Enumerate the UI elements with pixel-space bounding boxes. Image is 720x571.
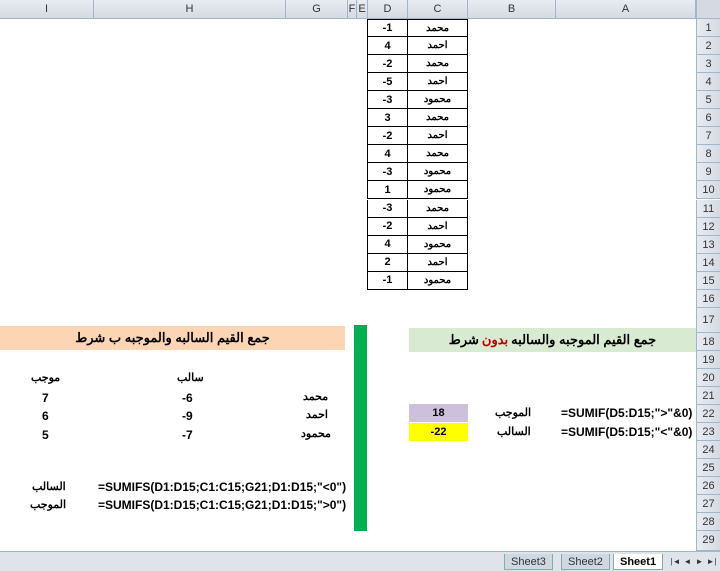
row-header[interactable]: 28 (696, 513, 720, 531)
select-all-corner[interactable] (696, 0, 720, 19)
positive-value-2: 6 (42, 409, 49, 423)
name-row-2: احمد (306, 409, 328, 421)
table-cell-d[interactable]: 3 (367, 109, 408, 127)
column-header-a[interactable]: A (556, 0, 696, 19)
row-header[interactable]: 4 (696, 73, 720, 91)
row-header[interactable]: 6 (696, 109, 720, 127)
table-cell-d[interactable]: 4 (367, 145, 408, 163)
column-header-d[interactable]: D (368, 0, 408, 19)
row-header[interactable]: 3 (696, 55, 720, 73)
table-cell-c[interactable]: محمود (408, 181, 468, 199)
row-header[interactable]: 16 (696, 290, 720, 308)
table-cell-d[interactable]: -2 (367, 127, 408, 145)
table-cell-d[interactable]: 2 (367, 254, 408, 272)
sumifs-positive-formula: =SUMIFS(D1:D15;C1:C15;G21;D1:D15;">0") (98, 498, 347, 512)
column-header-g[interactable]: G (286, 0, 348, 19)
formula-negative-label: السالب (32, 481, 66, 493)
table-cell-c[interactable]: محمد (408, 145, 468, 163)
row-header[interactable]: 24 (696, 441, 720, 459)
negative-value-1: -6 (182, 391, 193, 405)
table-cell-d[interactable]: -1 (367, 272, 408, 290)
name-row-1: محمد (303, 391, 329, 403)
green-divider (354, 325, 367, 531)
column-header-e[interactable]: E (357, 0, 368, 19)
table-cell-c[interactable]: احمد (408, 218, 468, 236)
table-cell-c[interactable]: محمود (408, 163, 468, 181)
row-header[interactable]: 7 (696, 127, 720, 145)
row-header[interactable]: 10 (696, 181, 720, 199)
row-header[interactable]: 15 (696, 272, 720, 290)
row-header[interactable]: 17 (696, 308, 720, 333)
table-cell-c[interactable]: محمود (408, 91, 468, 109)
negative-column-header: سالب (177, 372, 204, 384)
table-cell-d[interactable]: -3 (367, 163, 408, 181)
positive-column-header: موجب (31, 372, 61, 384)
left-section-title: جمع القيم السالبه والموجبه ب شرط (0, 326, 345, 350)
row-header[interactable]: 8 (696, 145, 720, 163)
tab-sheet2[interactable]: Sheet2 (561, 554, 610, 570)
table-cell-c[interactable]: محمد (408, 19, 468, 37)
row-header[interactable]: 26 (696, 477, 720, 495)
positive-value-3: 5 (42, 428, 49, 442)
table-cell-c[interactable]: احمد (408, 37, 468, 55)
table-cell-d[interactable]: -3 (367, 200, 408, 218)
prev-sheet-icon[interactable]: ◄ (683, 557, 692, 566)
row-header[interactable]: 20 (696, 369, 720, 387)
column-header-h[interactable]: H (94, 0, 286, 19)
negative-label: السالب (497, 426, 531, 438)
formula-positive-label: الموجب (30, 499, 67, 511)
table-cell-c[interactable]: محمد (408, 200, 468, 218)
sheet-tab-bar (0, 551, 720, 571)
table-cell-d[interactable]: -2 (367, 55, 408, 73)
row-header[interactable]: 1 (696, 19, 720, 37)
first-sheet-icon[interactable]: |◄ (670, 557, 681, 566)
table-cell-d[interactable]: -2 (367, 218, 408, 236)
negative-value-3: -7 (182, 428, 193, 442)
row-header[interactable]: 22 (696, 405, 720, 423)
negative-value-2: -9 (182, 409, 193, 423)
last-sheet-icon[interactable]: ►| (706, 557, 717, 566)
table-cell-d[interactable]: 4 (367, 236, 408, 254)
row-header[interactable]: 9 (696, 163, 720, 181)
right-section-title: جمع القيم الموجبه والسالبه بدون شرط (409, 328, 696, 352)
table-cell-d[interactable]: 4 (367, 37, 408, 55)
name-row-3: محمود (301, 428, 331, 440)
table-cell-d[interactable]: -1 (367, 19, 408, 37)
row-header[interactable]: 11 (696, 200, 720, 218)
table-cell-d[interactable]: 1 (367, 181, 408, 199)
next-sheet-icon[interactable]: ► (695, 557, 704, 566)
table-cell-d[interactable]: -5 (367, 73, 408, 91)
table-cell-c[interactable]: احمد (408, 127, 468, 145)
table-cell-c[interactable]: احمد (408, 254, 468, 272)
table-cell-c[interactable]: محمود (408, 272, 468, 290)
table-cell-c[interactable]: محمد (408, 109, 468, 127)
table-cell-c[interactable]: محمد (408, 55, 468, 73)
row-header[interactable]: 23 (696, 423, 720, 441)
row-header[interactable]: 5 (696, 91, 720, 109)
negative-sum-cell[interactable]: -22 (409, 423, 468, 441)
table-cell-c[interactable]: محمود (408, 236, 468, 254)
row-header[interactable]: 14 (696, 254, 720, 272)
column-header-b[interactable]: B (468, 0, 556, 19)
negative-formula: =SUMIF(D5:D15;"<"&0) (561, 425, 693, 439)
table-cell-d[interactable]: -3 (367, 91, 408, 109)
row-header[interactable]: 18 (696, 333, 720, 351)
sumifs-negative-formula: =SUMIFS(D1:D15;C1:C15;G21;D1:D15;"<0") (98, 480, 347, 494)
row-header[interactable]: 13 (696, 236, 720, 254)
row-header[interactable]: 2 (696, 37, 720, 55)
tab-sheet3[interactable]: Sheet3 (504, 554, 553, 570)
column-header-f[interactable]: F (348, 0, 357, 19)
column-header-i[interactable]: I (0, 0, 94, 19)
column-header-c[interactable]: C (408, 0, 468, 19)
row-header[interactable]: 19 (696, 351, 720, 369)
tab-sheet1[interactable]: Sheet1 (613, 554, 663, 570)
table-cell-c[interactable]: احمد (408, 73, 468, 91)
positive-formula: =SUMIF(D5:D15;">"&0) (561, 406, 693, 420)
row-header[interactable]: 12 (696, 218, 720, 236)
row-header[interactable]: 29 (696, 531, 720, 551)
row-header[interactable]: 27 (696, 495, 720, 513)
positive-label: الموجب (495, 407, 532, 419)
row-header[interactable]: 25 (696, 459, 720, 477)
row-header[interactable]: 21 (696, 387, 720, 405)
title-highlight: بدون (481, 332, 509, 347)
positive-sum-cell[interactable]: 18 (409, 404, 468, 422)
positive-value-1: 7 (42, 391, 49, 405)
